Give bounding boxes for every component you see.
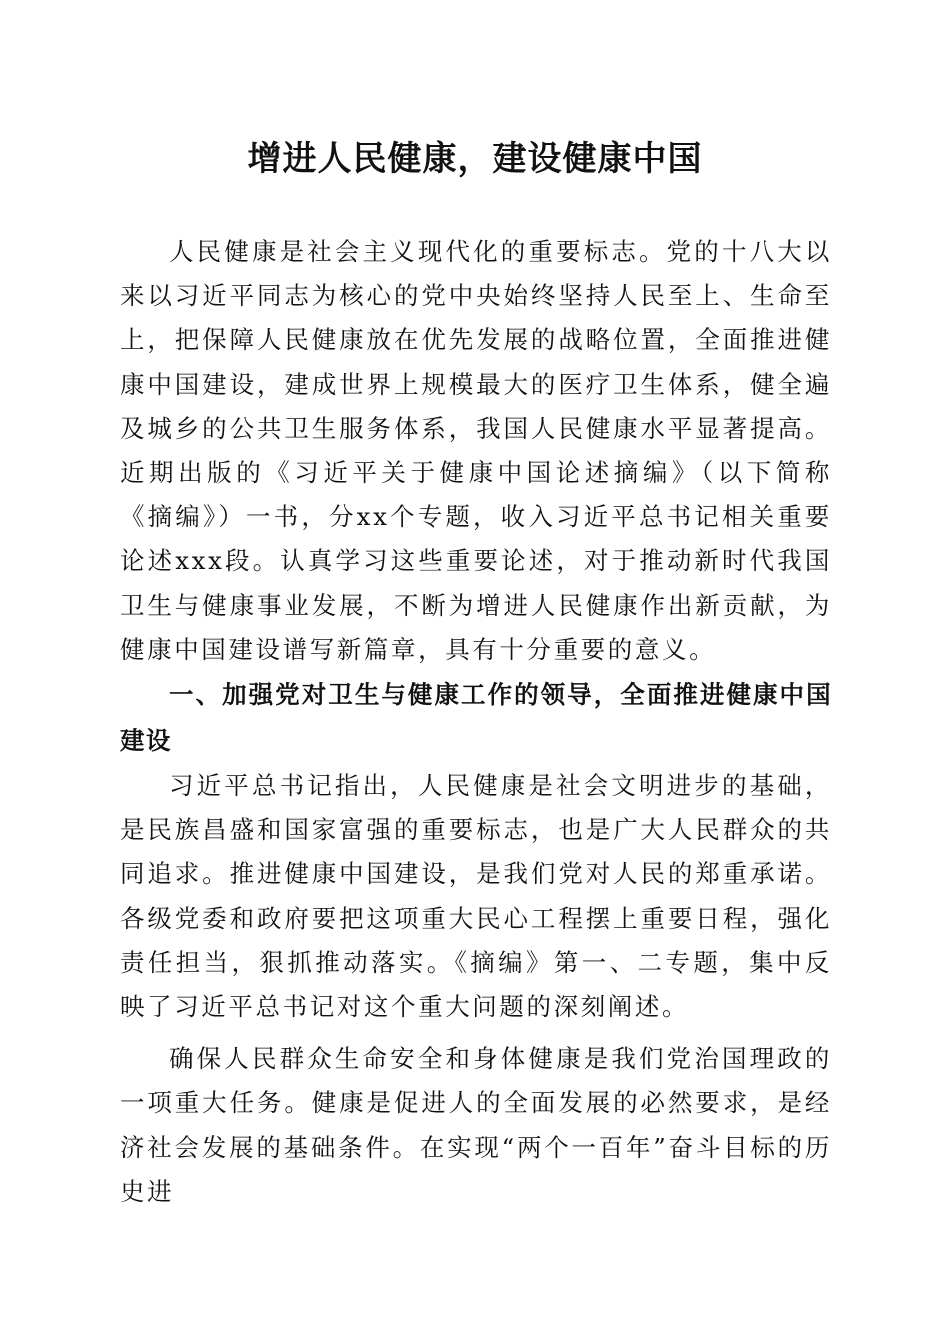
paragraph-section-1-b: 确保人民群众生命安全和身体健康是我们党治国理政的一项重大任务。健康是促进人的全面发展的必然要求，是经济社会发展的基础条件。在实现“两个一百年”奋斗目标的历史进	[120, 1044, 832, 1206]
section-heading-1: 一、加强党对卫生与健康工作的领导，全面推进健康中国建设	[120, 680, 832, 756]
document-title: 增进人民健康，建设健康中国	[247, 139, 703, 179]
paragraph-intro: 人民健康是社会主义现代化的重要标志。党的十八大以来以习近平同志为核心的党中央始终坚持人民至上、生命至上，把保障人民健康放在优先发展的战略位置，全面推进健康中国建设，建成世界上规模最大的医疗卫生体系，健全遍及城乡的公共卫生服务体系，我国人民健康水平显著提高。近期出版的《习近平关于健康中国论述摘编》（以下简称《摘编》）一书，分xx个专题，收入习近平总书记相关重要论述xxx段。认真学习这些重要论述，对于推动新时代我国卫生与健康事业发展，不断为增进人民健康作出新贡献，为健康中国建设谱写新篇章，具有十分重要的意义。	[120, 237, 832, 664]
document-body	[120, 230, 832, 1214]
paragraph-section-1-a: 习近平总书记指出，人民健康是社会文明进步的基础，是民族昌盛和国家富强的重要标志，也是广大人民群众的共同追求。推进健康中国建设，是我们党对人民的郑重承诺。各级党委和政府要把这项重大民心工程摆上重要日程，强化责任担当，狠抓推动落实。《摘编》第一、二专题，集中反映了习近平总书记对这个重大问题的深刻阐述。	[120, 771, 832, 1022]
